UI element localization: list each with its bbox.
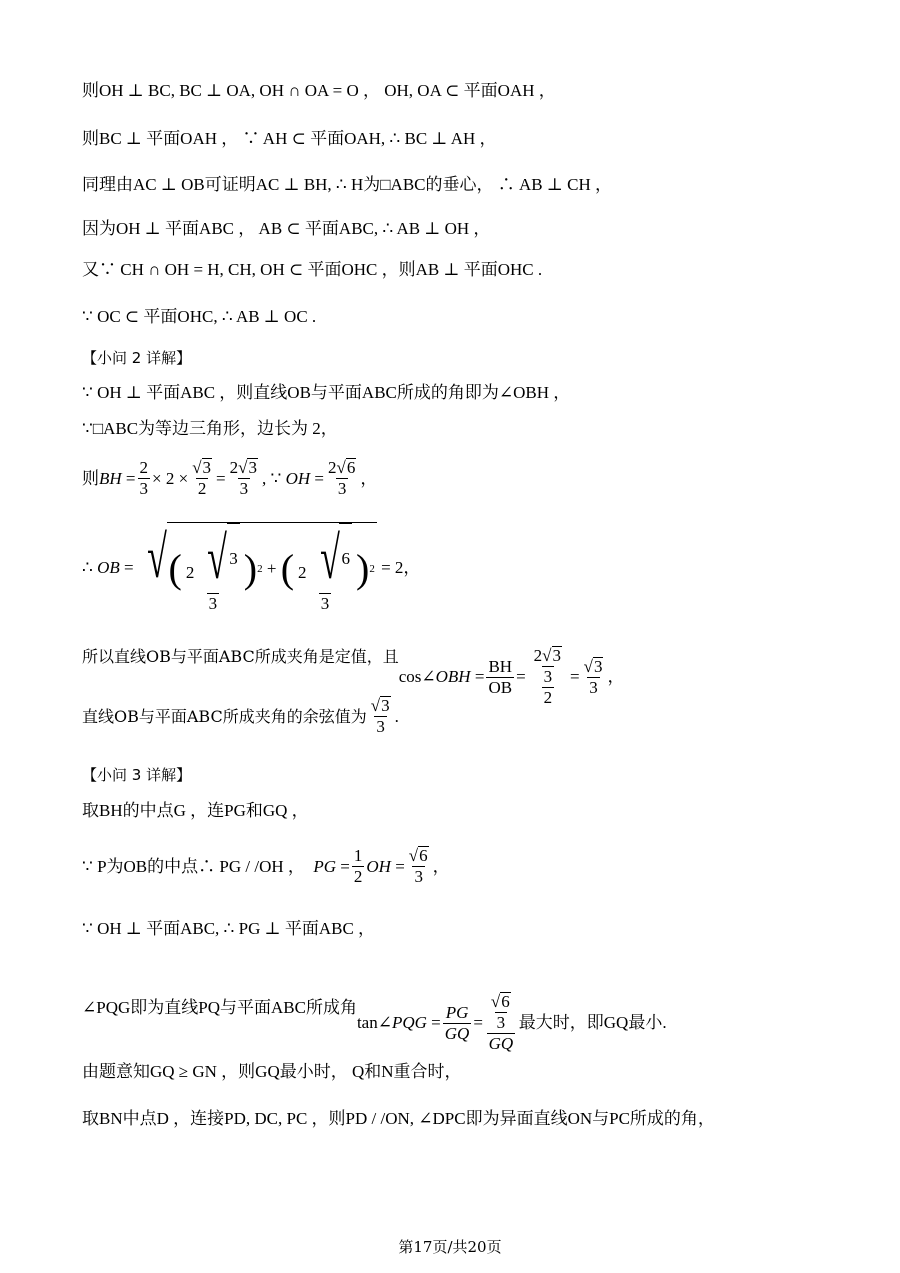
equation-tan: ∠PQG即为直线PQ与平面ABC所成角 tan∠ PQG = $\frac{PG}{GQ}$ = √ 6 3 GQ 最大时，即GQ最小.: [82, 992, 667, 1053]
proof-line-6: ∵ OC ⊂ 平面OHC, ∴ AB ⊥ OC .: [82, 307, 317, 326]
line-prefix: 则: [82, 468, 99, 488]
proof-line-4: 因为OH ⊥ 平面ABC ， AB ⊂ 平面ABC, ∴ AB ⊥ OH ，: [82, 219, 491, 238]
equation-bh: 则 BH = $\frac{2}{3}$ × 2 × √ 3 2 = 2 √ 3 3 , ∵ OH = 2 √ 6 3 ，: [82, 458, 378, 498]
proof-line-2: 则BC ⊥ 平面OAH ， ∵ AH ⊂ 平面OAH, ∴ BC ⊥ AH ，: [82, 129, 497, 148]
line-text: ∠PQG即为直线PQ与平面ABC所成角: [82, 998, 357, 1017]
proof-line-18: 取BN中点D ，连接PD, DC, PC ，则PD / /ON, ∠DPC即为异面直线ON与PC所成的角，: [82, 1109, 715, 1128]
proof-line-8: ∵□ABC为等边三角形，边长为 2，: [82, 419, 338, 438]
section-heading-3: 【小问 3 详解】: [82, 766, 192, 784]
equation-pg: ∵ P为OB的中点∴ PG / /OH ， PG = $\frac{1}{2}$ OH = √ 6 3 ，: [82, 846, 450, 886]
line-tail: 最大时，即GQ最小.: [518, 1013, 667, 1032]
proof-line-3: 同理由AC ⊥ OB可证明AC ⊥ BH, ∴ H为□ABC的垂心， ∴ AB ⊥ CH ，: [82, 175, 612, 194]
proof-line-1: 则OH ⊥ BC, BC ⊥ OA, OH ∩ OA = O ， OH, OA ⊂ 平面OAH ，: [82, 81, 556, 100]
section-heading-2: 【小问 2 详解】: [82, 349, 192, 367]
line-text: 直线OB与平面ABC所成夹角的余弦值为: [82, 706, 367, 726]
page-footer: 第17页/共20页: [398, 1238, 502, 1256]
proof-line-17: 由题意知GQ ≥ GN ，则GQ最小时， Q和N重合时，: [82, 1062, 462, 1081]
equation-cos: 所以直线OB与平面ABC所成夹角是定值，且 cos∠ OBH = $\frac{BH}{OB}$ = 2 √ 3 3 2 = √ 3 3 ，: [82, 646, 625, 707]
proof-line-7: ∵ OH ⊥ 平面ABC ，则直线OB与平面ABC所成的角即为∠OBH ，: [82, 383, 571, 402]
proof-line-13: 取BH的中点G ，连PG和GQ ，: [82, 801, 309, 820]
equation-ob: ∴ OB = √ ( 2 √ 3 3 ) 2 + ( 2 √ 6 3 ) 2 = 2，: [82, 524, 421, 613]
line-text: 所以直线OB与平面ABC所成夹角是定值，且: [82, 647, 399, 666]
proof-line-15: ∵ OH ⊥ 平面ABC, ∴ PG ⊥ 平面ABC ，: [82, 919, 376, 938]
proof-line-5: 又∵ CH ∩ OH = H, CH, OH ⊂ 平面OHC ，则AB ⊥ 平面OHC .: [82, 260, 543, 279]
equation-cos-value: 直线OB与平面ABC所成夹角的余弦值为 √ 3 3 .: [82, 696, 399, 736]
line-text: ∵ P为OB的中点∴ PG / /OH ，: [82, 856, 305, 876]
